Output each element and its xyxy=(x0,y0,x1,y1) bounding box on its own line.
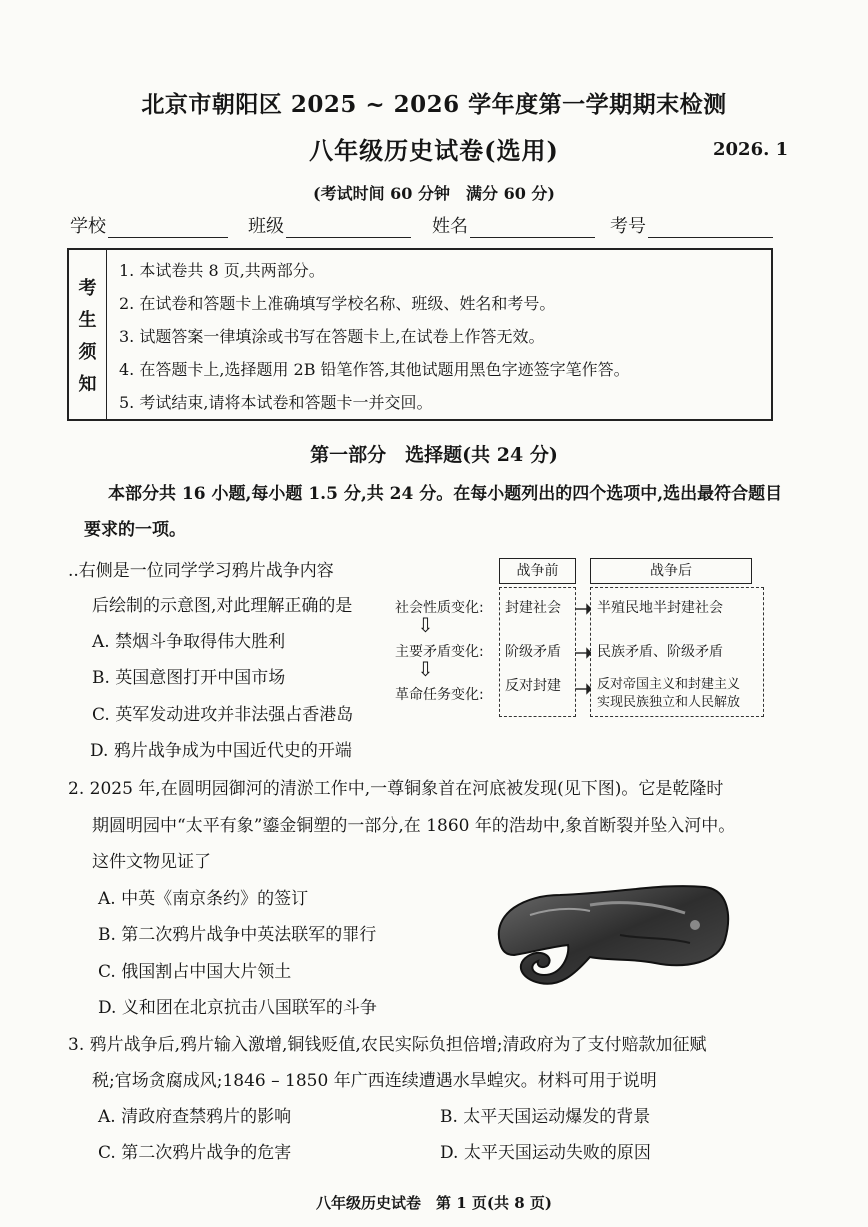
q1-option-a[interactable]: A. 禁烟斗争取得伟大胜利 xyxy=(92,632,286,652)
notice-item: 1. 本试卷共 8 页,共两部分。 xyxy=(119,261,325,280)
diagram-row-label: 主要矛盾变化: xyxy=(395,644,484,660)
school-field[interactable] xyxy=(108,215,228,238)
notice-item: 4. 在答题卡上,选择题用 2B 铅笔作答,其他试题用黑色字迹签字笔作答。 xyxy=(119,360,630,379)
q1-option-b[interactable]: B. 英国意图打开中国市场 xyxy=(92,668,286,688)
q1-option-c[interactable]: C. 英军发动进攻并非法强占香港岛 xyxy=(92,705,354,725)
diagram-head-before: 战争前 xyxy=(499,558,576,584)
name-field[interactable] xyxy=(470,215,595,238)
exam-title: 北京市朝阳区 2025 ~ 2026 学年度第一学期期末检测 xyxy=(141,91,727,118)
page-footer: 八年级历史试卷 第 1 页(共 8 页) xyxy=(316,1194,552,1212)
diagram-arrows xyxy=(575,601,591,711)
notice-box xyxy=(67,248,773,421)
diagram-before-cell: 封建社会 xyxy=(505,600,561,616)
notice-item: 2. 在试卷和答题卡上准确填写学校名称、班级、姓名和考号。 xyxy=(119,294,556,313)
diagram-after-cell: 反对帝国主义和封建主义 xyxy=(597,677,741,692)
q1-option-d[interactable]: D. 鸦片战争成为中国近代史的开端 xyxy=(90,741,352,761)
name-label: 姓名 xyxy=(432,216,468,237)
notice-label: 考 生 须 知 xyxy=(69,250,107,419)
q1-stem-2: 后绘制的示意图,对此理解正确的是 xyxy=(92,596,353,616)
q3-stem: 3. 鸦片战争后,鸦片输入激增,铜钱贬值,农民实际负担倍增;清政府为了支付赔款加征赋 xyxy=(68,1035,707,1055)
q3-option-a[interactable]: A. 清政府查禁鸦片的影响 xyxy=(98,1107,292,1127)
number-label: 考号 xyxy=(610,216,646,237)
exam-date: 2026. 1 xyxy=(713,139,789,160)
section-intro: 本部分共 16 小题,每小题 1.5 分,共 24 分。在每小题列出的四个选项中,选出最符合题目要求的一项。 xyxy=(84,484,783,540)
diagram-before-cell: 阶级矛盾 xyxy=(505,644,561,660)
diagram-head-after: 战争后 xyxy=(590,558,752,584)
diagram-after-cell: 民族矛盾、阶级矛盾 xyxy=(597,644,723,660)
q1-diagram xyxy=(387,553,772,728)
q2-option-a[interactable]: A. 中英《南京条约》的签订 xyxy=(98,889,309,909)
section-title: 第一部分 选择题(共 24 分) xyxy=(310,444,558,466)
number-field[interactable] xyxy=(648,215,773,238)
exam-info: (考试时间 60 分钟 满分 60 分) xyxy=(313,184,555,203)
q2-stem: 2. 2025 年,在圆明园御河的清淤工作中,一尊铜象首在河底被发现(见下图)。它是乾隆时 xyxy=(68,779,724,799)
class-field[interactable] xyxy=(286,215,411,238)
diagram-after-cell: 半殖民地半封建社会 xyxy=(597,600,723,616)
diagram-after-cell-2: 实现民族独立和人民解放 xyxy=(597,695,741,710)
diagram-before-cell: 反对封建 xyxy=(505,678,561,694)
down-arrow-icon: ⇩ xyxy=(417,657,434,681)
diagram-row-label: 社会性质变化: xyxy=(395,600,484,616)
diagram-row-label: 革命任务变化: xyxy=(395,687,484,703)
q3-stem-2: 税;官场贪腐成风;1846 – 1850 年广西连续遭遇水旱蝗灾。材料可用于说明 xyxy=(92,1071,657,1091)
q3-option-b[interactable]: B. 太平天国运动爆发的背景 xyxy=(440,1107,651,1127)
down-arrow-icon: ⇩ xyxy=(417,613,434,637)
class-label: 班级 xyxy=(248,216,284,237)
q3-option-d[interactable]: D. 太平天国运动失败的原因 xyxy=(440,1143,651,1163)
q3-option-c[interactable]: C. 第二次鸦片战争的危害 xyxy=(98,1143,292,1163)
notice-item: 3. 试题答案一律填涂或书写在答题卡上,在试卷上作答无效。 xyxy=(119,327,545,346)
student-info-fields xyxy=(70,212,782,242)
school-label: 学校 xyxy=(70,216,106,237)
q1-stem: ..右侧是一位同学学习鸦片战争内容 xyxy=(68,561,334,581)
q2-option-d[interactable]: D. 义和团在北京抗击八国联军的斗争 xyxy=(98,998,377,1018)
notice-item: 5. 考试结束,请将本试卷和答题卡一并交回。 xyxy=(119,393,433,412)
bronze-elephant-head-image xyxy=(470,865,740,995)
q2-stem-2: 期圆明园中“太平有象”鎏金铜塑的一部分,在 1860 年的浩劫中,象首断裂并坠入河中。 xyxy=(92,816,736,836)
q2-stem-3: 这件文物见证了 xyxy=(92,852,211,872)
exam-subtitle: 八年级历史试卷(选用) xyxy=(309,136,559,165)
q2-option-c[interactable]: C. 俄国割占中国大片领土 xyxy=(98,962,292,982)
q2-option-b[interactable]: B. 第二次鸦片战争中英法联军的罪行 xyxy=(98,925,377,945)
